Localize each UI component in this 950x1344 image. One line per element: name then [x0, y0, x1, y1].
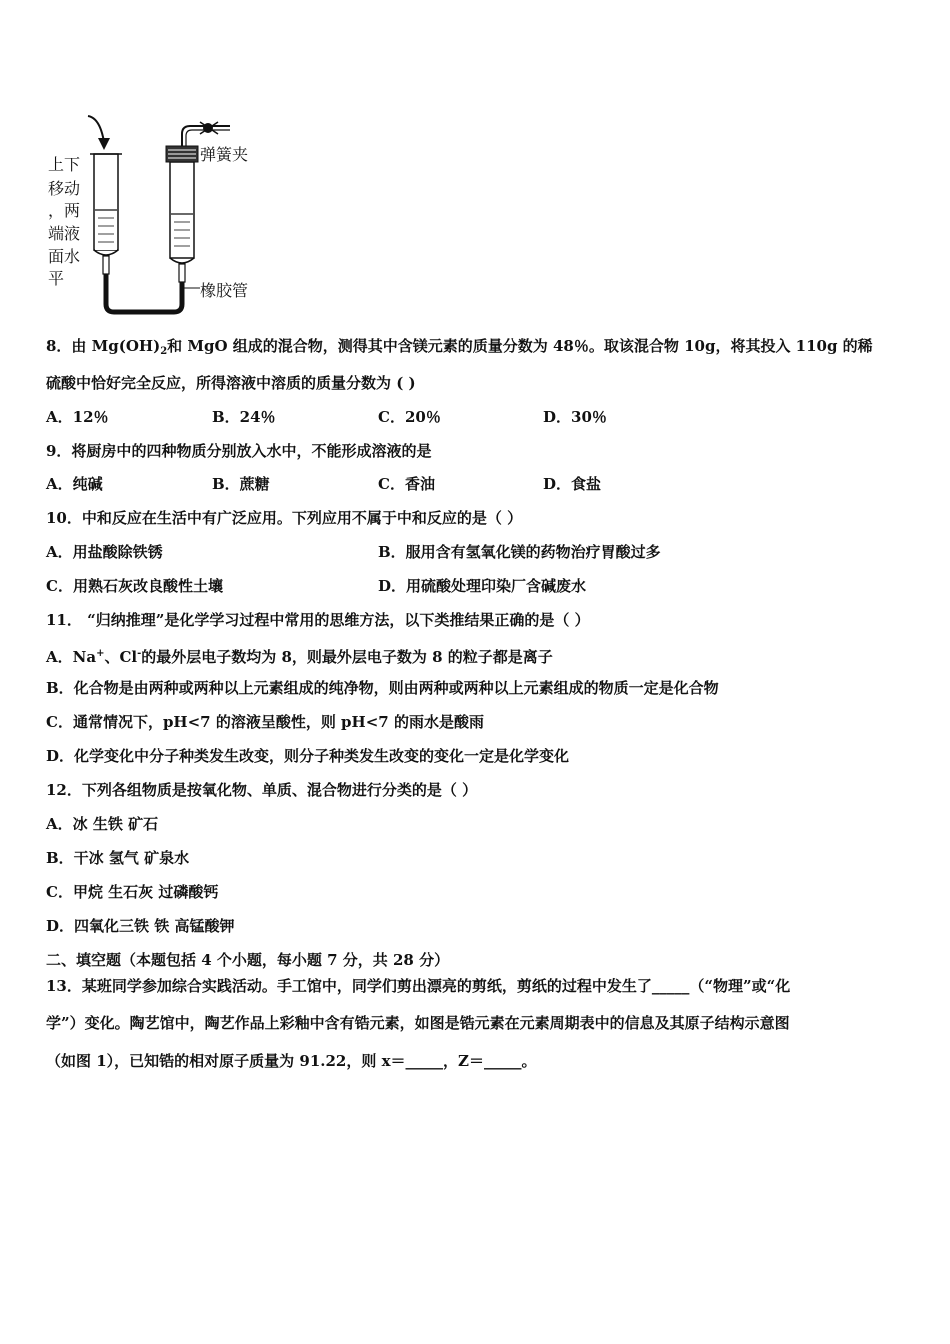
q11-option-d: D．化学变化中分子种类发生改变，则分子种类发生改变的变化一定是化学变化 — [46, 747, 570, 765]
rubber-tube-label: 橡胶管 — [200, 281, 249, 300]
q8-subscript: 2 — [160, 346, 168, 357]
q8-stem-part-a: 8．由 Mg(OH) — [46, 337, 161, 355]
q13-line-2: 学”）变化。陶艺馆中，陶艺作品上彩釉中含有锆元素，如图是锆元素在元素周期表中的信息及其原子结构示意图 — [46, 1014, 790, 1032]
q12-option-d: D．四氧化三铁 铁 高锰酸钾 — [46, 917, 235, 935]
q12-option-a: A．冰 生铁 矿石 — [46, 815, 159, 833]
q10-option-d: D．用硫酸处理印染厂含碱废水 — [378, 577, 587, 595]
q11-option-a-sup-2: - — [137, 648, 142, 659]
q8-option-c: C．20％ — [378, 408, 441, 426]
q10-option-c: C．用熟石灰改良酸性土壤 — [46, 577, 223, 595]
spring-clamp-label: 弹簧夹 — [200, 145, 249, 164]
q12-option-b: B．干冰 氢气 矿泉水 — [46, 849, 190, 867]
q8-option-b: B．24％ — [212, 408, 276, 426]
q11-option-a — [46, 644, 553, 667]
q11-option-a-sup-1: + — [96, 648, 105, 659]
q11-option-c: C．通常情况下，pH<7 的溶液呈酸性，则 pH<7 的雨水是酸雨 — [46, 713, 484, 731]
figure-label-line-5: 面水 — [48, 247, 81, 266]
q13-line-3: （如图 1），已知锆的相对原子质量为 91.22，则 x＝_____，Z＝_____。 — [46, 1052, 537, 1070]
figure-label-line-4: 端液 — [48, 224, 81, 243]
q12-stem: 12．下列各组物质是按氧化物、单质、混合物进行分类的是（ ） — [46, 781, 478, 799]
q10-stem: 10．中和反应在生活中有广泛应用。下列应用不属于中和反应的是（ ） — [46, 509, 523, 527]
q11-option-a-part-3: 的最外层电子数均为 8，则最外层电子数为 8 的粒子都是离子 — [141, 648, 553, 666]
figure-label-line-2: 移动 — [48, 179, 81, 198]
section-2-heading: 二、填空题（本题包括 4 个小题，每小题 7 分，共 28 分） — [46, 951, 450, 969]
q9-option-c: C．香油 — [378, 475, 435, 493]
q8-stem-line-2: 硫酸中恰好完全反应，所得溶液中溶质的质量分数为 ( ) — [46, 374, 416, 392]
q11-option-a-part-1: A．Na — [46, 648, 97, 666]
figure-label-line-3: ，两 — [48, 201, 81, 220]
q10-option-a: A．用盐酸除铁锈 — [46, 543, 163, 561]
figure-label-line-6: 平 — [48, 269, 65, 288]
q9-option-d: D．食盐 — [543, 475, 602, 493]
q9-option-b: B．蔗糖 — [212, 475, 270, 493]
q10-option-b: B．服用含有氢氧化镁的药物治疗胃酸过多 — [378, 543, 661, 561]
q13-line-1: 13．某班同学参加综合实践活动。手工馆中，同学们剪出漂亮的剪纸，剪纸的过程中发生了_____（“物理”或“化 — [46, 977, 791, 995]
q9-option-a: A．纯碱 — [46, 475, 103, 493]
q9-stem: 9．将厨房中的四种物质分别放入水中，不能形成溶液的是 — [46, 442, 432, 460]
q8-stem-part-b: 和 MgO 组成的混合物，测得其中含镁元素的质量分数为 48％。取该混合物 10g，将其投入 110g 的稀 — [167, 337, 873, 355]
q8-option-d: D．30％ — [543, 408, 607, 426]
q12-option-c: C．甲烷 生石灰 过磷酸钙 — [46, 883, 219, 901]
apparatus-figure — [40, 108, 280, 328]
q11-stem: 11． “归纳推理”是化学学习过程中常用的思维方法，以下类推结果正确的是（ ） — [46, 611, 590, 629]
q8-option-a: A．12％ — [46, 408, 109, 426]
q11-option-a-part-2: 、Cl — [104, 648, 138, 666]
figure-label-line-1: 上下 — [48, 155, 81, 174]
q8-stem-line-1 — [46, 336, 873, 362]
q11-option-b: B．化合物是由两种或两种以上元素组成的纯净物，则由两种或两种以上元素组成的物质一定是化合物 — [46, 679, 719, 697]
